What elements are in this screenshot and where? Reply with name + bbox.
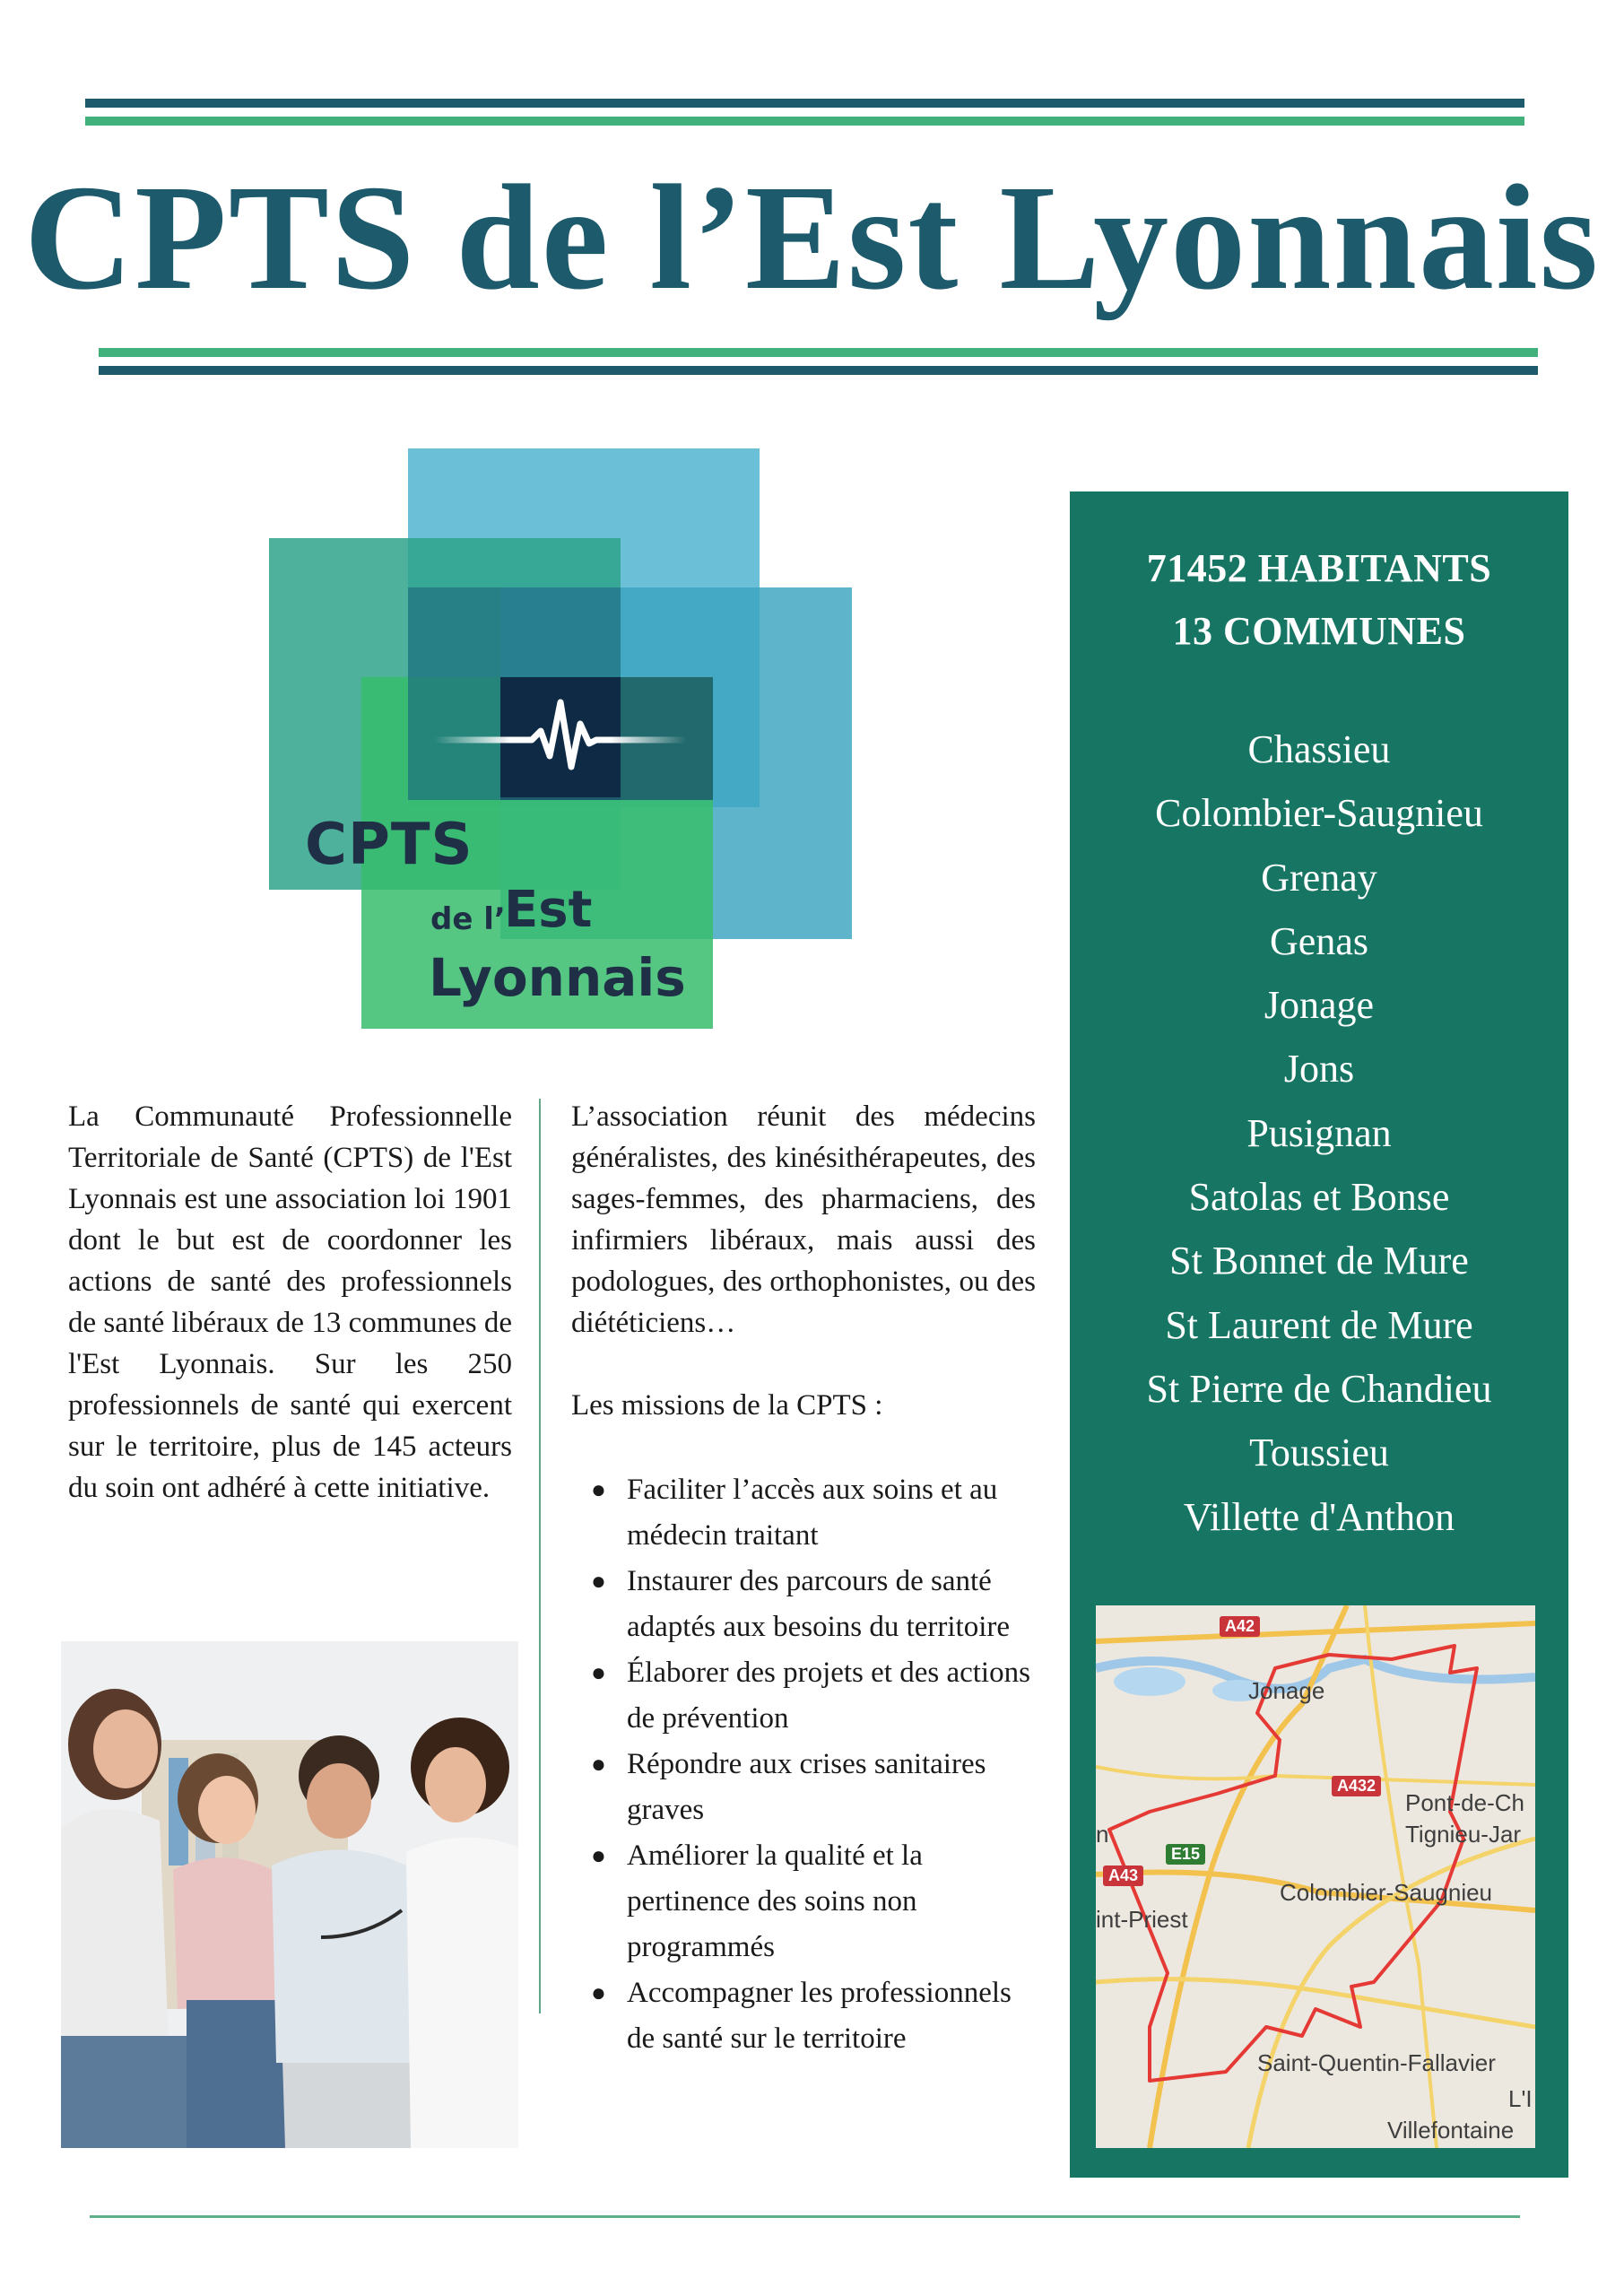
logo-text-cpts: CPTS xyxy=(305,812,473,878)
list-item: Jonage xyxy=(1264,983,1375,1028)
mission-text: Élaborer des projets et des actions de prévention xyxy=(627,1657,1030,1735)
list-item: Toussieu xyxy=(1249,1431,1389,1475)
list-item: St Pierre de Chandieu xyxy=(1146,1366,1492,1411)
list-item: Satolas et Bonse xyxy=(1188,1175,1450,1220)
heartbeat-pulse-icon xyxy=(435,677,686,797)
bullet-icon: ● xyxy=(591,1659,606,1687)
logo-text-est: Est xyxy=(504,881,593,939)
association-paragraph: L’association réunit des médecins généralistes, des kinésithérapeutes, des sages-femmes, des pharmaciens, des infirmiers libéraux, mais aussi des podologues, des orthophonistes, ou des diététiciens… xyxy=(571,1100,1036,1339)
list-item: Colombier-Saugnieu xyxy=(1155,791,1483,836)
column-divider xyxy=(539,1099,541,2013)
map-label-pont: Pont-de-Ch xyxy=(1405,1789,1524,1816)
communes-list xyxy=(1070,718,1568,1549)
list-item: Chassieu xyxy=(1247,727,1391,771)
road-badge: A42 xyxy=(1220,1616,1260,1637)
association-column xyxy=(571,1096,1036,2062)
list-item xyxy=(571,1970,1036,2062)
road-badge: A43 xyxy=(1103,1866,1143,1886)
intro-paragraph: La Communauté Professionnelle Territoriale de Santé (CPTS) de l'Est Lyonnais est une association loi 1901 dont le but est de coordonner les actions de santé des professionnels de santé libéraux de 13 communes de l'Est Lyonnais. Sur les 250 professionnels de santé qui exercent sur le territoire, plus de 145 acteurs du soin ont adhéré à cette initiative. xyxy=(68,1100,512,1504)
bullet-icon: ● xyxy=(591,1979,606,2007)
list-item: St Bonnet de Mure xyxy=(1169,1239,1469,1283)
bullet-icon: ● xyxy=(591,1476,606,1504)
missions-list xyxy=(571,1467,1036,2062)
intro-column xyxy=(68,1096,512,1509)
mission-text: Faciliter l’accès aux soins et au médecin traitant xyxy=(627,1474,998,1552)
map-label-jonage: Jonage xyxy=(1248,1677,1325,1704)
list-item: Villette d'Anthon xyxy=(1183,1494,1455,1539)
bullet-icon: ● xyxy=(591,1751,606,1779)
map-label-colombier: Colombier-Saugnieu xyxy=(1280,1879,1493,1906)
list-item xyxy=(571,1742,1036,1833)
missions-title: Les missions de la CPTS : xyxy=(571,1389,883,1422)
map-label-priest: int-Priest xyxy=(1096,1906,1188,1933)
mission-text: Instaurer des parcours de santé adaptés aux besoins du territoire xyxy=(627,1565,1011,1643)
map-label-n: n xyxy=(1096,1821,1109,1848)
population-stat: 71452 HABITANTS xyxy=(1146,546,1492,590)
family-doctor-photo xyxy=(61,1641,518,2148)
mission-text: Améliorer la qualité et la pertinence des soins non programmés xyxy=(627,1839,923,1963)
logo-text-lyonnais: Lyonnais xyxy=(429,947,686,1008)
map-label-tignieu: Tignieu-Jar xyxy=(1405,1821,1522,1848)
page-title: CPTS de l’Est Lyonnais xyxy=(23,154,1601,321)
bottom-rule xyxy=(90,2215,1520,2218)
list-item: Grenay xyxy=(1261,855,1377,900)
territory-map xyxy=(1096,1605,1535,2148)
road-badge: E15 xyxy=(1166,1844,1205,1865)
bullet-icon: ● xyxy=(591,1842,606,1870)
title-rule-green xyxy=(99,348,1538,357)
map-label-villefontaine: Villefontaine xyxy=(1387,2117,1515,2144)
list-item xyxy=(571,1650,1036,1742)
top-rule-green xyxy=(85,117,1524,126)
list-item xyxy=(571,1833,1036,1970)
top-rule-dark xyxy=(85,99,1524,108)
map-label-quentin: Saint-Quentin-Fallavier xyxy=(1257,2049,1496,2076)
map-label-li: L'I xyxy=(1508,2085,1533,2112)
logo-text-de: de l’ xyxy=(430,901,506,937)
mission-text: Répondre aux crises sanitaires graves xyxy=(627,1748,986,1826)
list-item xyxy=(571,1559,1036,1650)
bullet-icon: ● xyxy=(591,1568,606,1596)
road-badge: A432 xyxy=(1332,1776,1381,1796)
list-item xyxy=(571,1467,1036,1559)
cpts-logo xyxy=(269,448,861,1031)
list-item: Jons xyxy=(1283,1047,1355,1091)
mission-text: Accompagner les professionnels de santé sur le territoire xyxy=(627,1977,1012,2055)
list-item: Genas xyxy=(1270,918,1368,963)
list-item: Pusignan xyxy=(1246,1110,1392,1155)
list-item: St Laurent de Mure xyxy=(1165,1302,1473,1347)
title-rule-dark xyxy=(99,366,1538,375)
communes-count-stat: 13 COMMUNES xyxy=(1172,609,1466,653)
